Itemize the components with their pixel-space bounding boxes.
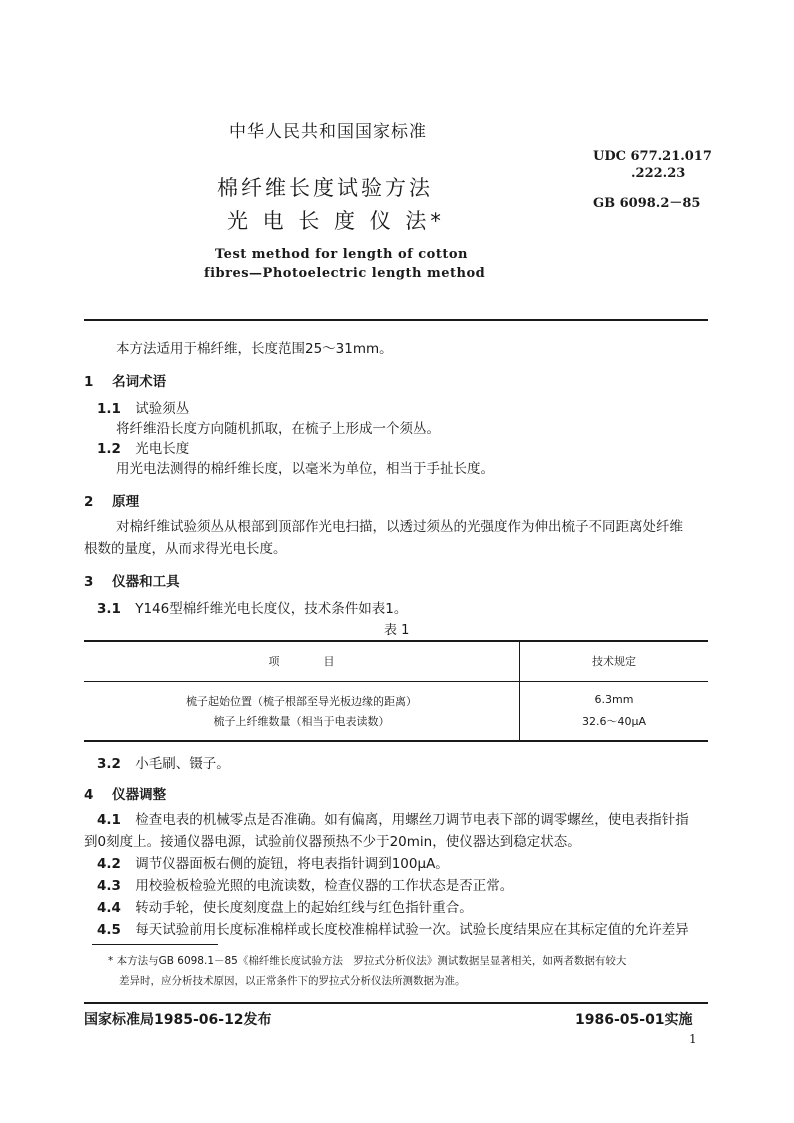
table-caption: 表 1: [384, 623, 410, 638]
section-1-heading: [84, 370, 166, 390]
section-3-heading: [84, 570, 180, 590]
standard-code: GB 6098.2－85: [593, 196, 701, 211]
section-number: 3.2: [97, 756, 121, 772]
section-number: 4.3: [97, 878, 121, 894]
section-3-2: [97, 753, 230, 775]
section-1-2-heading: [97, 438, 189, 460]
table-header-spec: 技术规定: [592, 655, 636, 668]
table-bottom-rule: [84, 740, 708, 742]
section-number: 3: [84, 574, 94, 590]
effective-date: 1986-05-01实施: [575, 1012, 693, 1028]
section-1-1-heading: [97, 398, 189, 420]
section-4-3: [97, 875, 513, 897]
footnote-line2: 差异时，应分析技术原因，以正常条件下的罗拉式分析仪法所测数据为准。: [119, 975, 466, 987]
section-4-2: [97, 853, 449, 875]
section-2-text-line2: 根数的量度，从而求得光电长度。: [84, 541, 287, 557]
udc-code-line2: .222.23: [631, 166, 686, 181]
section-number: 2: [84, 494, 94, 510]
section-title: 原理: [112, 494, 140, 510]
section-text: 小毛刷、镊子。: [135, 756, 230, 772]
section-number: 1.1: [97, 401, 121, 417]
section-title: 光电长度: [135, 441, 190, 457]
section-number: 4.4: [97, 900, 121, 916]
header-divider: [84, 319, 708, 321]
national-standard-heading: 中华人民共和国国家标准: [229, 122, 427, 142]
footnote-line1: * 本方法与GB 6098.1－85《棉纤维长度试验方法 罗拉式分析仪法》测试数据呈显著相关，如两者数据有较大: [108, 955, 627, 967]
table-header-rule: [84, 681, 708, 682]
section-number: 4: [84, 787, 94, 803]
page-number: 1: [689, 1032, 697, 1046]
table-header-item: 项 目: [268, 655, 335, 668]
section-1-1-text: 将纤维沿长度方向随机抓取，在梳子上形成一个须丛。: [116, 421, 440, 437]
section-text: 检查电表的机械零点是否准确。如有偏离，用螺丝刀调节电表下部的调零螺丝，使电表指针指: [135, 812, 689, 828]
section-text: 用校验板检验光照的电流读数，检查仪器的工作状态是否正常。: [135, 878, 514, 894]
intro-paragraph: 本方法适用于棉纤维，长度范围25～31mm。: [116, 341, 393, 357]
section-title: 仪器和工具: [112, 574, 180, 590]
section-number: 1: [84, 374, 94, 390]
section-2-text-line1: 对棉纤维试验须丛从根部到顶部作光电扫描，以透过须丛的光强度作为伸出梳子不同距离处纤维: [116, 519, 683, 535]
footnote-divider: [92, 944, 218, 945]
section-number: 3.1: [97, 601, 121, 617]
table-top-rule: [84, 640, 708, 642]
section-text: 调节仪器面板右侧的旋钮，将电表指针调到100μA。: [135, 856, 449, 872]
title-en-line2: fibres—Photoelectric length method: [204, 266, 486, 281]
section-1-2-text: 用光电法测得的棉纤维长度，以毫米为单位，相当于手扯长度。: [116, 461, 494, 477]
title-zh-line1: 棉纤维长度试验方法: [217, 176, 433, 200]
section-number: 4.2: [97, 856, 121, 872]
footer-divider: [84, 1002, 708, 1004]
section-4-heading: [84, 783, 166, 803]
section-text: 每天试验前用长度标准棉样或长度校准棉样试验一次。试验长度结果应在其标定值的允许差异: [135, 922, 689, 938]
udc-code-line1: UDC 677.21.017: [593, 149, 712, 164]
section-4-4: [97, 897, 473, 919]
title-en-line1: Test method for length of cotton: [215, 247, 468, 262]
section-number: 4.5: [97, 922, 121, 938]
table-cell: 6.3mm: [594, 693, 634, 706]
issue-date: 国家标准局1985-06-12发布: [84, 1012, 272, 1028]
section-3-1: [97, 598, 407, 620]
table-cell: 梳子上纤维数量（相当于电表读数）: [213, 715, 390, 728]
section-4-5: [97, 919, 689, 941]
title-zh-line2: 光 电 长 度 仪 法*: [227, 209, 445, 233]
section-number: 4.1: [97, 812, 121, 828]
section-text: 转动手轮，使长度刻度盘上的起始红线与红色指针重合。: [135, 900, 473, 916]
table-cell: 梳子起始位置（梳子根部至导光板边缘的距离）: [186, 695, 417, 708]
section-number: 1.2: [97, 441, 121, 457]
section-title: 名词术语: [112, 374, 167, 390]
section-title: 仪器调整: [112, 787, 167, 803]
section-title: 试验须丛: [135, 401, 190, 417]
section-4-1-line1: [97, 809, 689, 831]
table-cell: 32.6～40μA: [581, 715, 646, 728]
section-2-heading: [84, 490, 139, 510]
section-4-1-line2: 到0刻度上。接通仪器电源，试验前仪器预热不少于20min，使仪器达到稳定状态。: [84, 834, 581, 850]
section-text: Y146型棉纤维光电长度仪，技术条件如表1。: [135, 601, 408, 617]
